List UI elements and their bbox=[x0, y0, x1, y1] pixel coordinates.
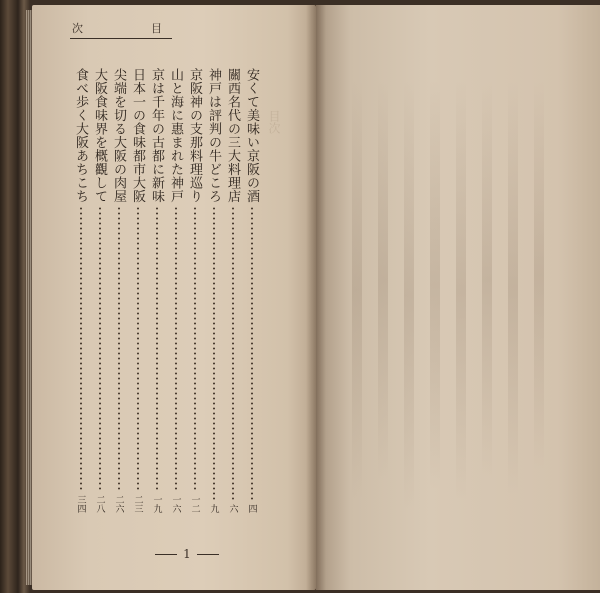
folio-dash-left bbox=[155, 554, 177, 555]
toc-entry-page: 一九 bbox=[151, 495, 162, 513]
toc-entry-page: 九 bbox=[208, 504, 219, 513]
page-number-value: 1 bbox=[183, 547, 191, 561]
toc-entry-title: 日本一の食味都市大阪 bbox=[130, 68, 145, 203]
show-through-column bbox=[378, 80, 388, 480]
toc-entry-title: 尖端を切る大阪の肉屋 bbox=[111, 68, 126, 203]
show-through-text: 目次 bbox=[267, 110, 281, 134]
toc-entry[interactable] bbox=[149, 68, 164, 513]
toc-entry-page: 二八 bbox=[94, 495, 105, 513]
toc-entry-title: 食べ歩く大阪あちこち bbox=[73, 68, 88, 203]
show-through-column bbox=[430, 80, 440, 490]
toc-leader-dots bbox=[156, 206, 158, 492]
toc-entry-title: 關西名代の三大料理店 bbox=[225, 68, 240, 203]
toc-entry[interactable] bbox=[187, 68, 202, 513]
toc-entry[interactable] bbox=[111, 68, 126, 513]
toc-leader-dots bbox=[99, 206, 101, 492]
toc-leader-dots bbox=[194, 206, 196, 492]
toc-entry-page: 四 bbox=[246, 504, 257, 513]
toc-entry-title: 神戸は評判の牛どころ bbox=[206, 68, 221, 203]
show-through-column bbox=[456, 80, 466, 500]
toc-entry-title: 大阪食味界を概觀して bbox=[92, 68, 107, 203]
toc-entry-page: 六 bbox=[227, 504, 238, 513]
folio-dash-right bbox=[197, 554, 219, 555]
toc-entry-title: 安くて美味い京阪の酒 bbox=[244, 68, 259, 203]
toc-entry-page: 一二 bbox=[189, 495, 200, 513]
toc-entry-title: 京は千年の古都に新味 bbox=[149, 68, 164, 203]
toc-entry-page: 二三 bbox=[132, 495, 143, 513]
show-through-column bbox=[352, 80, 362, 500]
toc-entry[interactable] bbox=[244, 68, 259, 513]
page-number bbox=[147, 544, 227, 564]
header-rule bbox=[70, 38, 172, 39]
toc-entry[interactable] bbox=[73, 68, 88, 513]
toc-leader-dots bbox=[232, 206, 234, 501]
show-through-column bbox=[534, 80, 544, 470]
show-through-column bbox=[404, 80, 414, 510]
toc-entry[interactable] bbox=[168, 68, 183, 513]
toc-leader-dots bbox=[80, 206, 82, 492]
header-char-right: 目 bbox=[151, 22, 162, 35]
show-through-column bbox=[508, 80, 518, 495]
show-through-column bbox=[482, 80, 492, 480]
toc-leader-dots bbox=[213, 206, 215, 501]
toc-leader-dots bbox=[118, 206, 120, 492]
toc-leader-dots bbox=[175, 206, 177, 492]
toc-entry[interactable] bbox=[206, 68, 221, 513]
toc-leader-dots bbox=[137, 206, 139, 492]
toc-entry[interactable] bbox=[130, 68, 145, 513]
toc-entry[interactable] bbox=[92, 68, 107, 513]
book-gutter bbox=[306, 5, 326, 590]
toc-entry-page: 一六 bbox=[170, 495, 181, 513]
toc-leader-dots bbox=[251, 206, 253, 501]
toc-entry-page: 三四 bbox=[75, 495, 86, 513]
toc-entry-title: 京阪神の支那料理巡り bbox=[187, 68, 202, 203]
toc-entry-page: 二六 bbox=[113, 495, 124, 513]
toc-entry[interactable] bbox=[225, 68, 240, 513]
toc-entry-title: 山と海に惠まれた神戸 bbox=[168, 68, 183, 203]
header-char-left: 次 bbox=[72, 22, 83, 35]
